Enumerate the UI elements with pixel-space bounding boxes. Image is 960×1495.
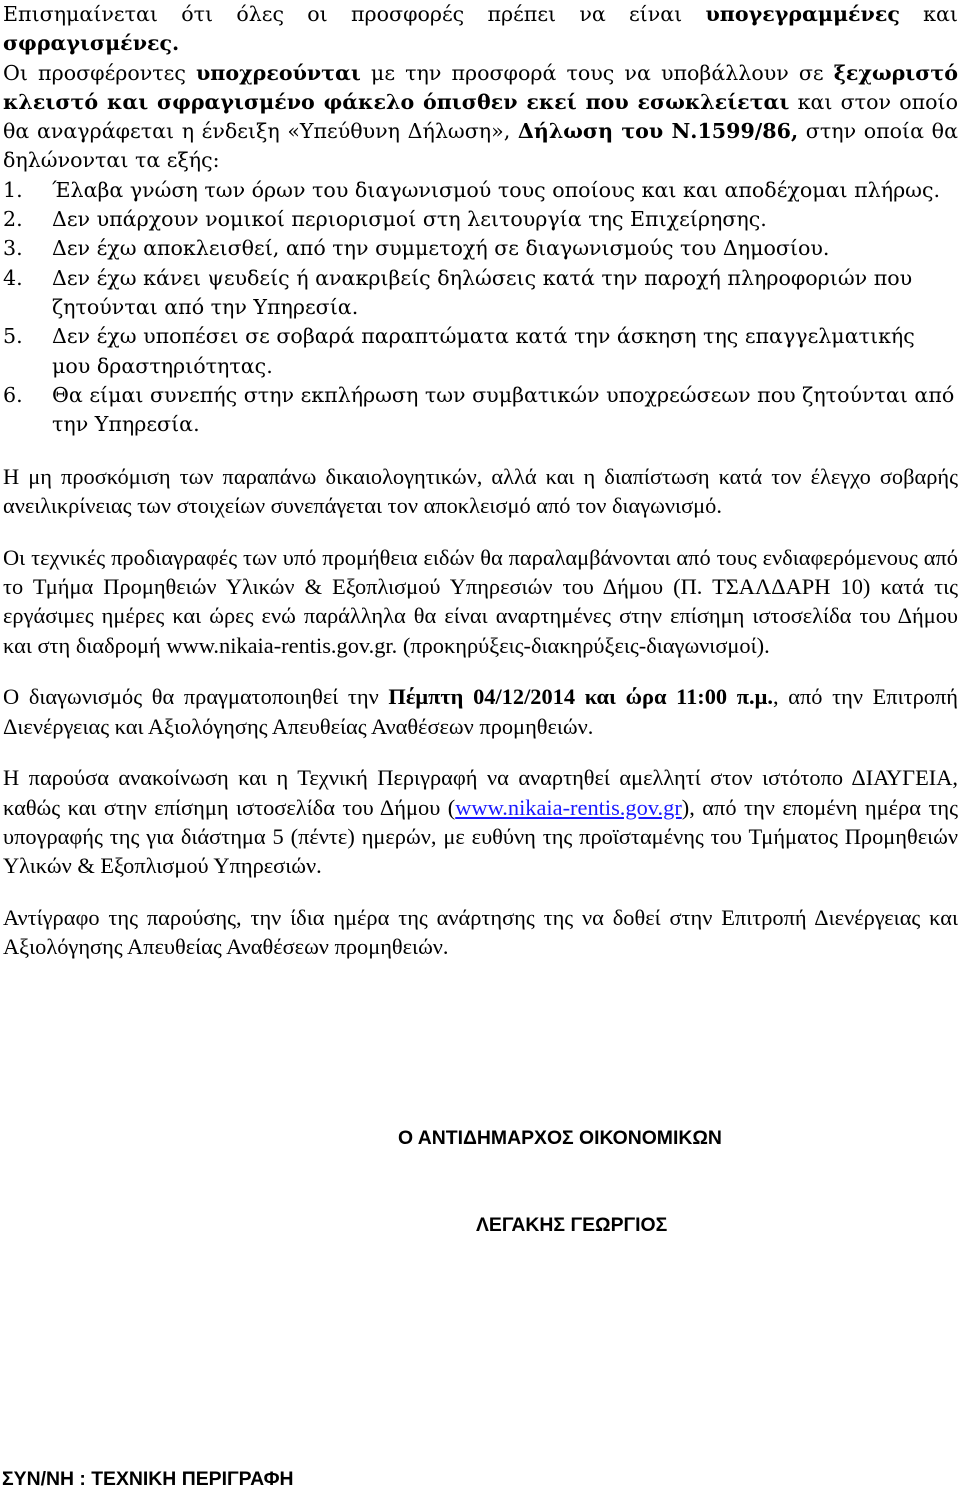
text-run: και [899,2,959,26]
exclusion-paragraph: Η μη προσκόμιση των παραπάνω δικαιολογητικών, αλλά και η διαπίστωση κατά τον έλεγχο σοβαρής ανειλικρίνειας των στοιχείων συνεπάγεται τον αποκλεισμό από τον διαγωνισμό. [3,463,958,519]
copy-paragraph: Αντίγραφο της παρούσης, την ίδια ημέρα της ανάρτησης της να δοθεί στην Επιτροπή Διενέργειας και Αξιολόγησης Απευθείας Αναθέσεων προμηθειών. [3,904,958,960]
text-run: με την προσφορά τους να υποβάλλουν σε [360,60,834,85]
text-run: ), από την επομένη ημέρα της υπογραφής της για διάστημα 5 (πέντε) ημερών, με ευθύνη της προϊσταμένης του Τμήματος Προμηθειών Υλικών & Εξοπλισμού Υπηρεσιών. [3,794,958,879]
text-run: Επισημαίνεται ότι όλες οι προσφορές πρέπει να είναι [3,2,706,26]
emphasis-separate-envelope: ξεχωριστό κλειστό και σφραγισμένο φάκελο όπισθεν εκεί που εσωκλείεται [3,60,959,114]
list-number: 1. [3,177,23,202]
emphasis-signed: υπογεγραμμένες [705,2,900,26]
text-run: και στον οποίο θα αναγράφεται η ένδειξη «Υπεύθυνη Δήλωση», [3,89,958,144]
municipality-website-link[interactable]: www.nikaia-rentis.gov.gr [455,794,682,820]
emphasis-sealed: σφραγισμένες. [3,31,180,56]
list-item-text: Δεν έχω υποπέσει σε σοβαρά παραπτώματα κατά την άσκηση της επαγγελματικής μου δραστηριότητας. [52,324,915,378]
declaration-list [3,176,958,440]
text-run: Οι προσφέροντες [3,60,196,85]
publication-paragraph [3,763,958,880]
list-item [3,381,958,440]
list-item-text: Δεν έχω κάνει ψευδείς ή ανακριβείς δηλώσεις κατά την παροχή πληροφοριών που ζητούνται από την Υπηρεσία. [52,265,913,319]
declaration-requirement-paragraph [3,59,958,176]
emphasis-obliged: υποχρεούνται [195,60,361,85]
list-number: 6. [3,382,23,407]
emphasis-law-reference: Δήλωση του Ν.1599/86, [517,119,799,144]
list-item-text: Θα είμαι συνεπής στην εκπλήρωση των συμβατικών υποχρεώσεων που ζητούνται από την Υπηρεσία. [52,382,955,437]
list-number: 2. [3,207,23,232]
attachment-label: ΣΥΝ/ΝΗ : ΤΕΧΝΙΚΗ ΠΕΡΙΓΡΑΦΗ [2,1468,294,1490]
text-run: στην οποία θα δηλώνονται τα εξής: [3,119,958,173]
list-item [3,322,958,381]
text-run: Η παρούσα ανακοίνωση και η Τεχνική Περιγραφή να αναρτηθεί αμελλητί στον ιστότοπο ΔΙΑΥΓΕΙΑ, καθώς και στην επίσημη ιστοσελίδα του Δήμου ( [3,765,958,820]
signed-offers-paragraph [3,0,958,59]
list-item [3,205,958,234]
contest-datetime: Πέμπτη 04/12/2014 και ώρα 11:00 π.μ. [388,684,773,710]
signatory-title: Ο ΑΝΤΙΔΗΜΑΡΧΟΣ ΟΙΚΟΝΟΜΙΚΩΝ [398,1127,722,1149]
list-item-text: Έλαβα γνώση των όρων του διαγωνισμού τους οποίους και και αποδέχομαι πλήρως. [52,177,941,202]
list-number: 4. [3,265,23,290]
document-page [3,0,958,984]
list-item [3,176,958,205]
list-item [3,264,958,323]
contest-date-paragraph [3,682,958,741]
list-number: 5. [3,324,23,349]
list-number: 3. [3,236,23,261]
text-run: Ο διαγωνισμός θα πραγματοποιηθεί την [3,684,389,710]
list-item-text: Δεν υπάρχουν νομικοί περιορισμοί στη λειτουργία της Επιχείρησης. [52,207,767,232]
list-item-text: Δεν έχω αποκλεισθεί, από την συμμετοχή σε διαγωνισμούς του Δημοσίου. [52,236,830,261]
signatory-name: ΛΕΓΑΚΗΣ ΓΕΩΡΓΙΟΣ [476,1214,668,1236]
text-run: , από την Επιτροπή Διενέργειας και Αξιολόγησης Απευθείας Αναθέσεων προμηθειών. [3,684,958,739]
list-item [3,234,958,263]
specifications-paragraph: Οι τεχνικές προδιαγραφές των υπό προμήθεια ειδών θα παραλαμβάνονται από τους ενδιαφερόμενους από το Τμήμα Προμηθειών Υλικών & Εξοπλισμού Υπηρεσιών του Δήμου (Π. ΤΣΑΛΔΑΡΗ 10) κατά τις εργάσιμες ημέρες και ώρες ενώ παράλληλα θα είναι αναρτημένες στην επίσημη ιστοσελίδα του Δήμου και στη διαδρομή www.nikaia-rentis.gov.gr. (προκηρύξεις-διακηρύξεις-διαγωνισμοί). [3,544,958,658]
